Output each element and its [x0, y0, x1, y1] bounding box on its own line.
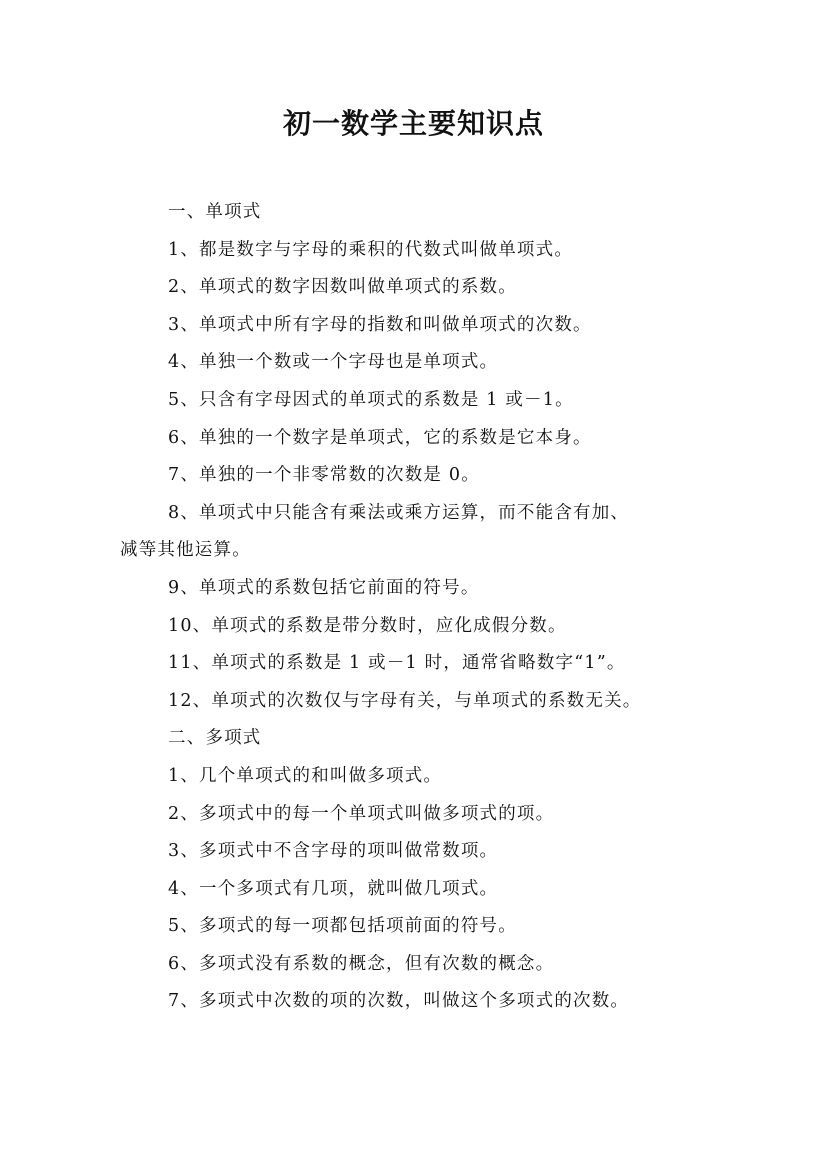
list-item: 9、单项式的系数包括它前面的符号。	[168, 577, 480, 598]
list-item: 8、单项式中只能含有乘法或乘方运算，而不能含有加、	[168, 502, 630, 523]
list-item: 1、几个单项式的和叫做多项式。	[168, 765, 443, 786]
document-title: 初一数学主要知识点	[282, 107, 544, 140]
list-item: 6、多项式没有系数的概念，但有次数的概念。	[168, 953, 555, 974]
list-item: 3、单项式中所有字母的指数和叫做单项式的次数。	[168, 314, 592, 335]
list-item: 7、单独的一个非零常数的次数是 0。	[168, 465, 480, 486]
list-item: 7、多项式中次数的项的次数，叫做这个多项式的次数。	[168, 991, 630, 1012]
document-body	[120, 194, 720, 1021]
list-item: 2、多项式中的每一个单项式叫做多项式的项。	[168, 803, 555, 824]
section-heading: 二、多项式	[168, 728, 262, 749]
list-item: 2、单项式的数字因数叫做单项式的系数。	[168, 277, 517, 298]
list-item: 3、多项式中不含字母的项叫做常数项。	[168, 841, 499, 862]
list-item-continuation: 减等其他运算。	[120, 540, 251, 561]
section-heading: 一、单项式	[168, 202, 262, 222]
list-item: 11、单项式的系数是 1 或－1 时，通常省略数字“1”。	[168, 653, 626, 674]
list-item: 1、都是数字与字母的乘积的代数式叫做单项式。	[168, 239, 574, 260]
list-item: 5、多项式的每一项都包括项前面的符号。	[168, 916, 517, 937]
list-item: 12、单项式的次数仅与字母有关，与单项式的系数无关。	[168, 690, 642, 711]
list-item: 4、一个多项式有几项，就叫做几项式。	[168, 878, 499, 899]
list-item: 5、只含有字母因式的单项式的系数是 1 或－1。	[168, 389, 574, 410]
list-item: 10、单项式的系数是带分数时，应化成假分数。	[168, 615, 567, 636]
list-item: 4、单独一个数或一个字母也是单项式。	[168, 352, 499, 373]
list-item: 6、单独的一个数字是单项式，它的系数是它本身。	[168, 427, 592, 448]
